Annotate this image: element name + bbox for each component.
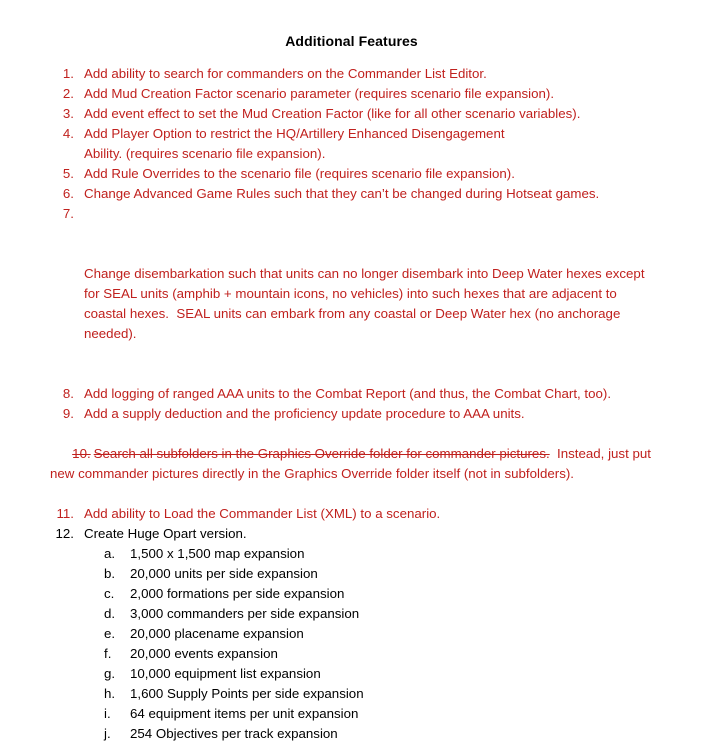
sub-list-item-marker: a. <box>104 546 116 561</box>
list-item-text: Add ability to search for commanders on the Commander List Editor. <box>84 66 487 81</box>
list-item-text: Add Mud Creation Factor scenario parameter (requires scenario file expansion). <box>84 86 555 101</box>
sub-list-item <box>0 724 703 744</box>
sub-list-item <box>0 684 703 704</box>
list-item-text: Create Huge Opart version. <box>84 526 247 541</box>
list-item-struck-text: Search all subfolders in the Graphics Override folder for commander pictures. <box>93 446 550 461</box>
list-item-marker: 7. <box>62 206 74 221</box>
sub-list-item-text: 2,000 formations per side expansion <box>130 586 345 601</box>
list-item <box>0 184 703 204</box>
sub-list-item <box>0 704 703 724</box>
list-item-marker: 8. <box>62 386 74 401</box>
sub-list-item-marker: h. <box>104 686 116 701</box>
list-item-marker: 10. <box>72 446 91 461</box>
list-item <box>0 504 703 524</box>
list-item <box>0 404 703 424</box>
sub-list-item-marker: b. <box>104 566 116 581</box>
sub-list-item-marker: j. <box>104 726 111 741</box>
list-item-text: Instead, just put new commander pictures directly in the Graphics Override folder itself (not in subfolders). <box>50 446 655 481</box>
list-item-text: Add event effect to set the Mud Creation Factor (like for all other scenario variables). <box>84 106 581 121</box>
sub-list-item <box>0 544 703 564</box>
sub-list-item-text: 20,000 events expansion <box>130 646 278 661</box>
sub-list-item-marker: d. <box>104 606 116 621</box>
sub-list-item-marker: i. <box>104 706 111 721</box>
list-item-marker: 6. <box>62 186 74 201</box>
list-item-text: Add logging of ranged AAA units to the Combat Report (and thus, the Combat Chart, too). <box>84 386 612 401</box>
list-item <box>0 104 703 124</box>
sub-list-item-text: 3,000 commanders per side expansion <box>130 606 360 621</box>
sub-list-item-marker: e. <box>104 626 116 641</box>
list-item <box>0 384 703 404</box>
list-item-text: Add Player Option to restrict the HQ/Artillery Enhanced Disengagement Ability. (requires scenario file expansion). <box>84 126 505 161</box>
sub-list-item <box>0 584 703 604</box>
list-item-marker: 12. <box>55 526 74 541</box>
sub-list-item-text: 254 Objectives per track expansion <box>130 726 338 741</box>
sub-list-item-text: 20,000 placename expansion <box>130 626 304 641</box>
list-item-text: Add a supply deduction and the proficiency update procedure to AAA units. <box>84 406 525 421</box>
sub-list-item <box>0 664 703 684</box>
list-item-struck <box>0 424 703 504</box>
sub-list-item-text: 1,500 x 1,500 map expansion <box>130 546 305 561</box>
sub-list-item-marker: c. <box>104 586 115 601</box>
list-item <box>0 524 703 544</box>
feature-list <box>0 64 703 744</box>
list-item-text: Add ability to Load the Commander List (XML) to a scenario. <box>84 506 441 521</box>
sub-list-item <box>0 644 703 664</box>
sub-list-item-marker: g. <box>104 666 116 681</box>
sub-list-item <box>0 624 703 644</box>
list-item <box>0 164 703 184</box>
sub-list-item-text: 20,000 units per side expansion <box>130 566 318 581</box>
sub-list-item-text: 1,600 Supply Points per side expansion <box>130 686 364 701</box>
sub-list-item-marker: f. <box>104 646 112 661</box>
list-item <box>0 84 703 104</box>
page-title: Additional Features <box>285 33 418 49</box>
list-item <box>0 64 703 84</box>
sub-list-item <box>0 604 703 624</box>
list-item-marker: 9. <box>62 406 74 421</box>
sub-list <box>0 544 703 744</box>
list-item-marker: 4. <box>62 126 74 141</box>
list-item-text: Add Rule Overrides to the scenario file (requires scenario file expansion). <box>84 166 515 181</box>
sub-list-item-text: 64 equipment items per unit expansion <box>130 706 359 721</box>
list-item-text: Change Advanced Game Rules such that they can’t be changed during Hotseat games. <box>84 186 600 201</box>
list-item <box>0 204 703 384</box>
list-item-marker: 1. <box>62 66 74 81</box>
list-item-marker: 11. <box>56 506 74 521</box>
list-item-marker: 5. <box>62 166 74 181</box>
list-item-marker: 2. <box>62 86 74 101</box>
sub-list-item-text: 10,000 equipment list expansion <box>130 666 321 681</box>
list-item-marker: 3. <box>62 106 74 121</box>
sub-list-item <box>0 564 703 584</box>
list-item-text: Change disembarkation such that units can no longer disembark into Deep Water hexes except for SEAL units (amphib + mountain icons, no vehicles) into such hexes that are adjacent to coastal hexes. SEAL units can embark from any coastal or Deep Water hex (no anchorage needed). <box>84 266 649 341</box>
list-item <box>0 124 703 164</box>
